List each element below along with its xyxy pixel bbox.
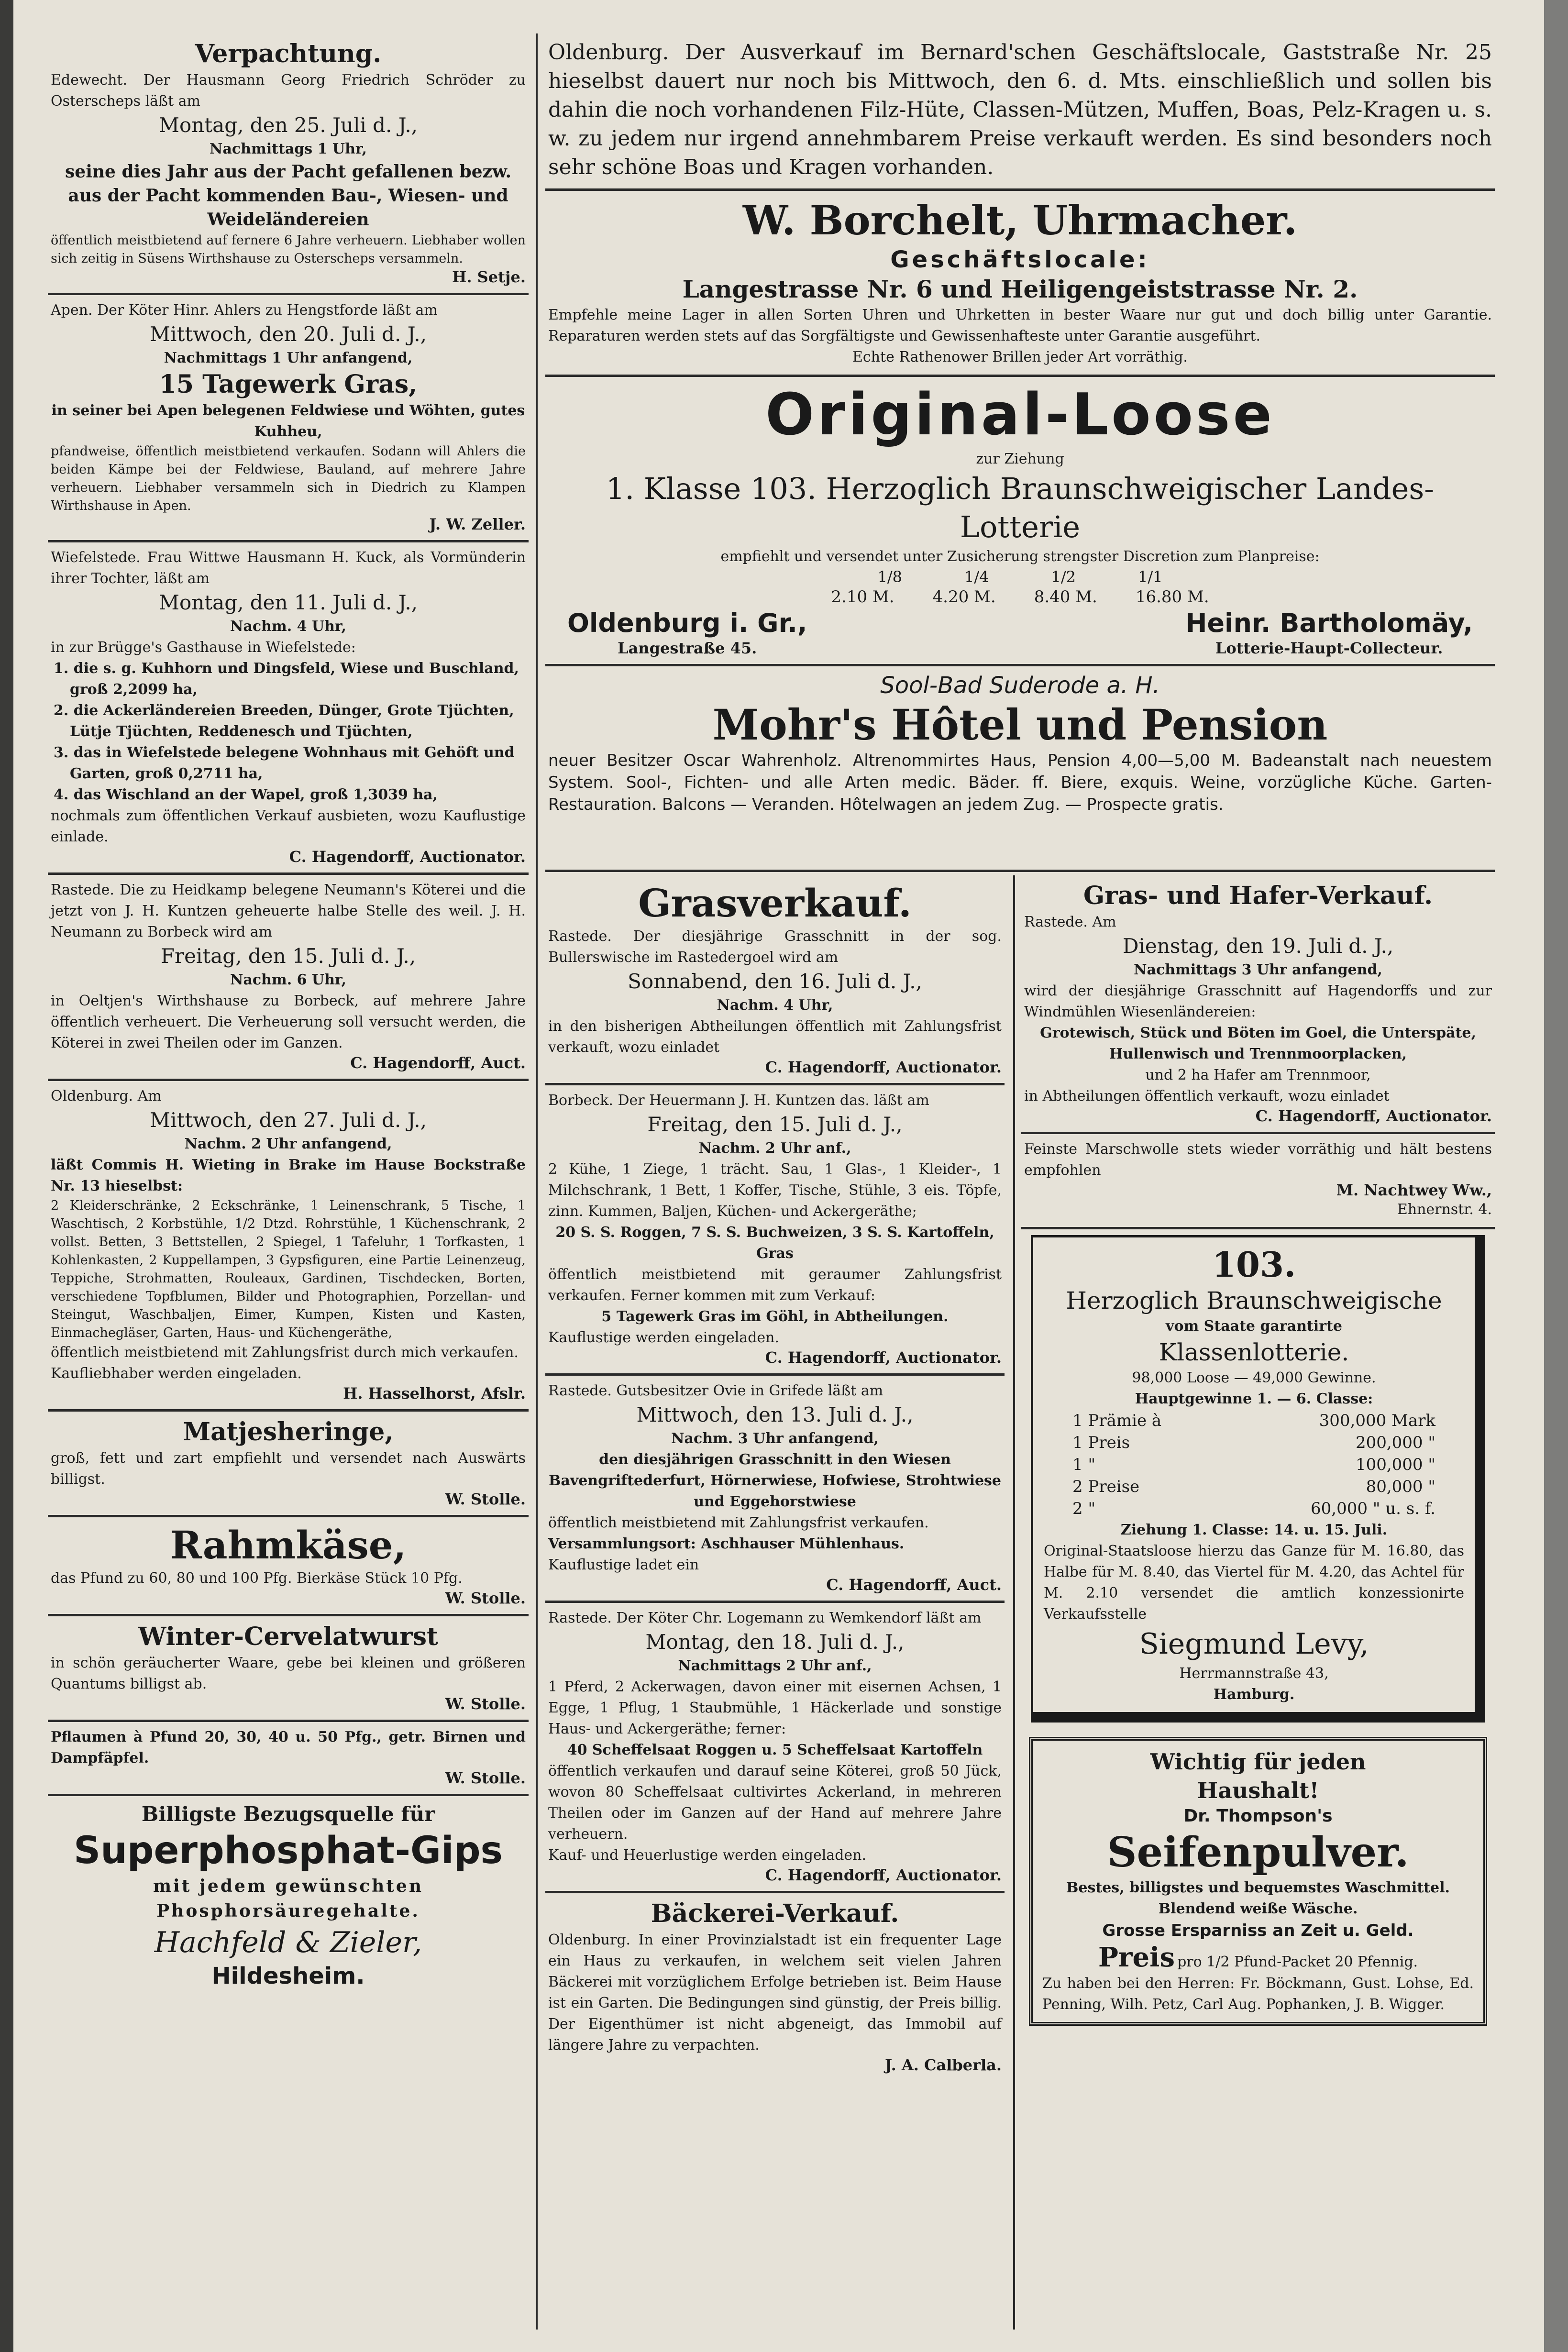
- price: 16.80 M.: [1135, 587, 1209, 607]
- prize-label: 1 Preis: [1072, 1433, 1130, 1452]
- ad-gras-hafer: [1021, 875, 1495, 1134]
- ad-text: Grosse Ersparniss an Zeit u. Geld.: [1102, 1921, 1414, 1940]
- prize-label: 1 ": [1072, 1455, 1096, 1474]
- ad-date: Montag, den 11. Juli d. J.,: [158, 591, 418, 614]
- list-item: 1. die s. g. Kuhhorn und Dingsfeld, Wiese und Buschland, groß 2,2099 ha,: [54, 660, 519, 698]
- ad-headline: 15 Tagewerk Gras,: [159, 370, 418, 399]
- ad-mohr-hotel: [545, 666, 1495, 822]
- ad-title: Seifenpulver.: [1107, 1828, 1409, 1877]
- ad-text: in schön geräucherter Waare, gebe bei kleinen und größeren Quantums billigst ab.: [51, 1655, 526, 1692]
- prize-row: [1044, 1432, 1464, 1454]
- ad-signature: C. Hagendorff, Auct.: [826, 1576, 1002, 1594]
- ad-date: Mittwoch, den 27. Juli d. J.,: [150, 1108, 427, 1132]
- ad-text: Kauflustige ladet ein: [548, 1557, 699, 1573]
- ad-signature: W. Stolle.: [445, 1490, 526, 1508]
- ad-text: 20 S. S. Roggen, 7 S. S. Buchweizen, 3 S. S. Kartoffeln, Gras: [555, 1224, 994, 1262]
- ad-text: öffentlich meistbietend mit geraumer Zahlungsfrist verkaufen. Ferner kommen mit zum Verkauf:: [548, 1266, 1002, 1304]
- ad-date: Mittwoch, den 13. Juli d. J.,: [636, 1403, 914, 1426]
- prize-amount: 200,000 ": [1355, 1433, 1435, 1452]
- ad-title: Original-Loose: [765, 382, 1275, 448]
- ad-oldenburg-wieting: [48, 1081, 529, 1412]
- column-rule: [536, 33, 538, 2330]
- ad-text: Rastede. Am: [1024, 914, 1116, 930]
- ad-title: Gras- und Hafer-Verkauf.: [1083, 881, 1433, 910]
- price-value: pro 1/2 Pfund-Packet 20 Pfennig.: [1177, 1954, 1418, 1970]
- ad-signature: H. Hasselhorst, Afslr.: [343, 1384, 526, 1402]
- ad-headline: 1. Klasse 103. Herzoglich Braunschweigischer Landes-Lotterie: [606, 471, 1435, 544]
- ad-text: Rastede. Der diesjährige Grasschnitt in der sog. Bullerswische im Rastedergoel wird am: [548, 928, 1002, 966]
- ad-text: in seiner bei Apen belegenen Feldwiese und Wöhten, gutes Kuhheu,: [51, 402, 525, 440]
- fraction: 1/2: [1051, 568, 1076, 586]
- ad-city: Hamburg.: [1213, 1686, 1295, 1703]
- ad-text: Ziehung 1. Classe: 14. u. 15. Juli.: [1120, 1522, 1388, 1538]
- ad-text: Rastede. Der Köter Chr. Logemann zu Wemkendorf läßt am: [548, 1610, 982, 1626]
- ad-text: 1 Pferd, 2 Ackerwagen, davon einer mit eisernen Achsen, 1 Egge, 1 Pflug, 1 Staubmühle, 1 Häckerlade und sonstige Haus- und Ackergeräthe; ferner:: [548, 1678, 1002, 1737]
- section-rule: [545, 870, 1495, 872]
- ad-text: Oldenburg. Der Ausverkauf im Bernard'schen Geschäftslocale, Gaststraße Nr. 25 hieselbst dauert nur noch bis Mittwoch, den 6. d. Mts. einschließlich und sollen bis dahin die noch vorhandenen Filz-Hüte, Classen-Mützen, Muffen, Boas, Pelz-Kragen u. s. w. zu jedem nur irgend annehmbarem Preise verkauft werden. Es sind besonders noch sehr schöne Boas und Kragen vorhanden.: [548, 40, 1492, 179]
- ad-ausverkauf: [545, 33, 1495, 191]
- ad-time: Nachmittags 1 Uhr,: [210, 141, 367, 157]
- ad-logemann: [545, 1603, 1005, 1893]
- price: 8.40 M.: [1034, 587, 1097, 607]
- ad-seifenpulver: [1029, 1737, 1487, 2026]
- ad-text: Borbeck. Der Heuermann J. H. Kuntzen das. läßt am: [548, 1092, 929, 1109]
- ad-text: Oldenburg. In einer Provinzialstadt ist ein frequenter Lage ein Haus zu verkaufen, in welchem seit vielen Jahren Bäckerei mit vorzüglichem Erfolge betrieben ist. Beim Hause ist ein Garten. Die Bedingungen sind günstig, der Preis billig. Der Eigenthümer ist nicht abgeneigt, das Immobil auf längere Jahre zu verpachten.: [548, 1932, 1002, 2054]
- ad-title: Bäckerei-Verkauf.: [651, 1899, 899, 1928]
- ad-text: Original-Staatsloose hierzu das Ganze für M. 16.80, das Halbe für M. 8.40, das Viertel für M. 4.20, das Achtel für M. 2.10 versendet die amtlich konzessionirte Verkaufsstelle: [1044, 1543, 1464, 1623]
- ad-address: Ehnernstr. 4.: [1397, 1201, 1492, 1218]
- ad-title: Mohr's Hôtel und Pension: [712, 700, 1328, 750]
- ad-ovie: [545, 1376, 1005, 1603]
- ad-text: Billigste Bezugsquelle für: [141, 1802, 435, 1826]
- collector-name: Heinr. Bartholomäy,: [1185, 608, 1473, 638]
- ad-signature: J. W. Zeller.: [429, 515, 526, 533]
- prize-amount: 100,000 ": [1355, 1455, 1435, 1474]
- ad-subtitle: Geschäftslocale:: [890, 246, 1150, 273]
- fraction: 1/8: [877, 568, 902, 586]
- ad-text: Versammlungsort: Aschhauser Mühlenhaus.: [548, 1535, 905, 1552]
- ad-text: pfandweise, öffentlich meistbietend verkaufen. Sodann will Ahlers die beiden Kämpe bei der Feldwiese, Bauland, auf mehrere Jahre verheuern. Liebhaber versammeln sich in Diedrich zu Klampen Wirthshause in Apen.: [51, 444, 526, 513]
- list-item: 2. die Ackerländereien Breeden, Dünger, Grote Tjüchten, Lütje Tjüchten, Reddenesch und Tjüchten,: [54, 702, 514, 740]
- ad-time: Nachmittags 2 Uhr anf.,: [678, 1657, 872, 1674]
- ad-time: Nachm. 4 Uhr,: [717, 997, 833, 1014]
- ad-text: Oldenburg. Am: [51, 1088, 162, 1104]
- ad-cervelat: [48, 1616, 529, 1722]
- ad-subtitle: zur Ziehung: [976, 451, 1064, 467]
- prize-label: 1 Prämie à: [1072, 1411, 1162, 1430]
- ad-address: Herrmannstraße 43,: [1179, 1665, 1329, 1682]
- ad-borbeck: [545, 1085, 1005, 1376]
- prize-amount: 300,000 Mark: [1319, 1411, 1435, 1430]
- ad-city: Hildesheim.: [211, 1963, 365, 1989]
- prize-amount: 80,000 ": [1366, 1477, 1435, 1496]
- ad-text: den diesjährigen Grasschnitt in den Wiesen Bavengriftederfurt, Hörnerwiese, Hofwiese, Strohtwiese und Eggehorstwiese: [548, 1451, 1002, 1510]
- ad-text: Grotewisch, Stück und Böten im Goel, die Unterspäte, Hullenwisch und Trennmoorplacken,: [1040, 1025, 1476, 1062]
- ad-title: Klassenlotterie.: [1159, 1338, 1349, 1366]
- ad-superphosphat: [48, 1796, 529, 1997]
- ad-text: Wichtig für jeden: [1150, 1749, 1366, 1775]
- list-item: 4. das Wischland an der Wapel, groß 1,3039 ha,: [54, 786, 438, 803]
- ad-klassenlotterie: [1031, 1235, 1485, 1723]
- prize-row: [1044, 1454, 1464, 1476]
- prize-row: [1044, 1410, 1464, 1432]
- ad-signature: C. Hagendorff, Auctionator.: [765, 1058, 1002, 1076]
- ad-text: Dr. Thompson's: [1183, 1806, 1333, 1826]
- ad-matjes: [48, 1412, 529, 1517]
- ad-address: Langestrasse Nr. 6 und Heiligengeiststrasse Nr. 2.: [682, 275, 1358, 303]
- ad-marschwolle: [1021, 1134, 1495, 1229]
- ad-text: Feinste Marschwolle stets wieder vorräthig und hält bestens empfohlen: [1024, 1141, 1492, 1179]
- price-fractions: [548, 567, 1492, 586]
- column-right-top: [545, 33, 1495, 880]
- ad-baeckerei: [545, 1893, 1005, 2081]
- book-spine: [0, 0, 13, 2352]
- ad-wiefelstede: [48, 542, 529, 875]
- ad-text: öffentlich meistbietend mit Zahlungsfrist verkaufen.: [548, 1514, 929, 1531]
- ad-signature: H. Setje.: [452, 268, 526, 286]
- collector-city: Oldenburg i. Gr.,: [567, 608, 807, 638]
- ad-text: seine dies Jahr aus der Pacht gefallenen bezw. aus der Pacht kommenden Bau-, Wiesen- und Weideländereien: [65, 162, 511, 230]
- fraction: 1/1: [1138, 568, 1163, 586]
- ad-date: Montag, den 25. Juli d. J.,: [158, 113, 418, 137]
- ad-text: Wiefelstede. Frau Wittwe Hausmann H. Kuck, als Vormünderin ihrer Tochter, läßt am: [51, 549, 526, 587]
- ad-date: Mittwoch, den 20. Juli d. J.,: [150, 322, 427, 346]
- prize-row: [1044, 1498, 1464, 1520]
- ad-firm: Hachfeld & Zieler,: [154, 1926, 422, 1959]
- ad-text: Zu haben bei den Herren: Fr. Böckmann, Gust. Lohse, Ed. Penning, Wilh. Petz, Carl Aug. Pophanken, J. B. Wigger.: [1042, 1975, 1474, 2013]
- prize-label: 2 ": [1072, 1499, 1096, 1518]
- ad-grasverkauf: [545, 875, 1005, 1085]
- column-rule: [1013, 875, 1015, 2330]
- ad-signature: C. Hagendorff, Auctionator.: [1255, 1107, 1492, 1125]
- ad-text: 5 Tagewerk Gras im Göhl, in Abtheilungen.: [601, 1308, 949, 1325]
- ad-text: in Oeltjen's Wirthshause zu Borbeck, auf mehrere Jahre öffentlich verheuert. Die Verheuerung soll versucht werden, die Köterei in zwei Theilen oder im Ganzen.: [51, 993, 526, 1051]
- ad-text: neuer Besitzer Oscar Wahrenholz. Altrenommirtes Haus, Pension 4,00—5,00 M. Badeanstalt nach neuestem System. Sool-, Fichten- und alle Arten medic. Bäder. ff. Biere, exquis. Weine, vorzügliche Küche. Garten-Restauration. Balcons — Veranden. Hôtelwagen an jedem Zug. — Prospecte gratis.: [548, 751, 1492, 814]
- price: 4.20 M.: [932, 587, 996, 607]
- ad-text: 40 Scheffelsaat Roggen u. 5 Scheffelsaat Kartoffeln: [567, 1742, 983, 1758]
- ad-time: Nachm. 4 Uhr,: [230, 618, 346, 635]
- ad-time: Nachmittags 1 Uhr anfangend,: [164, 350, 413, 366]
- ad-signature: C. Hagendorff, Auct.: [350, 1054, 526, 1072]
- ad-text: empfiehlt und versendet unter Zusicherung strengster Discretion zum Planpreise:: [720, 548, 1320, 565]
- prize-list: [1044, 1410, 1464, 1520]
- ad-date: Freitag, den 15. Juli d. J.,: [160, 944, 416, 968]
- ad-signature: W. Stolle.: [445, 1769, 526, 1787]
- ad-title: Herzoglich Braunschweigische: [1066, 1287, 1442, 1314]
- ad-title: Matjesheringe,: [183, 1417, 394, 1447]
- ad-signature: C. Hagendorff, Auctionator.: [765, 1866, 1002, 1884]
- ad-signature: M. Nachtwey Ww.,: [1336, 1181, 1492, 1199]
- column-right: [1021, 875, 1495, 2330]
- ad-text: nochmals zum öffentlichen Verkauf ausbieten, wozu Kauflustige einlade.: [51, 807, 526, 845]
- ad-text: Echte Rathenower Brillen jeder Art vorräthig.: [852, 349, 1188, 365]
- ad-title: Grasverkauf.: [638, 881, 912, 926]
- ad-text: wird der diesjährige Grasschnitt auf Hagendorffs und zur Windmühlen Wiesenländereien:: [1024, 983, 1492, 1020]
- ad-text: Pflaumen à Pfund 20, 30, 40 u. 50 Pfg., getr. Birnen und Dampfäpfel.: [51, 1729, 526, 1767]
- ad-title: Rahmkäse,: [170, 1523, 407, 1568]
- ad-text: in zur Brügge's Gasthause in Wiefelstede:: [51, 639, 356, 656]
- lottery-number: 103.: [1212, 1244, 1296, 1285]
- ad-text: läßt Commis H. Wieting in Brake im Hause Bockstraße Nr. 13 hieselbst:: [51, 1157, 526, 1194]
- ad-text: Edewecht. Der Hausmann Georg Friedrich Schröder zu Osterscheps läßt am: [51, 72, 526, 110]
- ad-signature: W. Stolle.: [445, 1695, 526, 1713]
- ad-firm: Siegmund Levy,: [1139, 1627, 1369, 1661]
- ad-date: Dienstag, den 19. Juli d. J.,: [1122, 934, 1394, 958]
- ad-time: Nachmittags 3 Uhr anfangend,: [1134, 961, 1382, 978]
- ad-apen: [48, 295, 529, 542]
- ad-time: Nachm. 2 Uhr anf.,: [698, 1140, 851, 1157]
- ad-text: in den bisherigen Abtheilungen öffentlich mit Zahlungsfrist verkauft, wozu einladet: [548, 1018, 1002, 1056]
- ad-text: öffentlich meistbietend mit Zahlungsfrist durch mich verkaufen.: [51, 1344, 519, 1361]
- ad-verpachtung: [48, 33, 529, 295]
- prize-label: 2 Preise: [1072, 1477, 1140, 1496]
- collector-row: [548, 607, 1492, 657]
- ad-text: Kauf- und Heuerlustige werden eingeladen.: [548, 1847, 867, 1864]
- ad-borchelt: [545, 191, 1495, 377]
- ad-text: öffentlich meistbietend auf fernere 6 Jahre verheuern. Liebhaber wollen sich zeitig in Süsens Wirthshause zu Osterscheps versammeln.: [51, 233, 526, 266]
- price-list: [548, 586, 1492, 607]
- ad-text: Empfehle meine Lager in allen Sorten Uhren und Uhrketten in bester Waare nur gut und doch billig unter Garantie. Reparaturen werden stets auf das Sorgfältigste und Gewissenhafteste unter Garantie ausgeführt.: [548, 307, 1492, 344]
- ad-text: Blendend weiße Wäsche.: [1158, 1900, 1358, 1917]
- ad-signature: J. A. Calberla.: [884, 2056, 1002, 2074]
- ad-headline: Superphosphat-Gips: [74, 1829, 503, 1872]
- ad-rahmkaese: [48, 1517, 529, 1616]
- prize-row: [1044, 1476, 1464, 1498]
- ad-title: Verpachtung.: [195, 39, 382, 68]
- ad-text: mit jedem gewünschten Phosphorsäuregehalte.: [153, 1876, 424, 1921]
- ad-signature: W. Stolle.: [445, 1589, 526, 1607]
- ad-date: Freitag, den 15. Juli d. J.,: [647, 1113, 903, 1136]
- ad-text: das Pfund zu 60, 80 und 100 Pfg. Bierkäse Stück 10 Pfg.: [51, 1570, 463, 1587]
- ad-text: öffentlich verkaufen und darauf seine Köterei, groß 50 Jück, wovon 80 Scheffelsaat cultivirtes Ackerland, in mehreren Theilen oder im Ganzen auf der Hand auf mehrere Jahre verheuern.: [548, 1763, 1002, 1843]
- ad-text: 2 Kleiderschränke, 2 Eckschränke, 1 Leinenschrank, 5 Tische, 1 Waschtisch, 2 Korbstühle, 1/2 Dtzd. Rohrstühle, 1 Küchenschrank, 2 vollst. Betten, 3 Bettstellen, 2 Spiegel, 1 Tafeluhr, 1 Torfkasten, 1 Kohlenkasten, 2 Kuppellampen, 3 Gypsfiguren, eine Partie Leinenzeug, Teppiche, Strohmatten, Rouleaux, Gardinen, Tischdecken, Borten, verschiedene Topfblumen, Bilder und Photographien, Porzellan- und Steingut, Waschbaljen, Eimer, Kumpen, Kisten und Kasten, Einmachegläser, Garten, Haus- und Küchengeräthe,: [51, 1198, 526, 1340]
- ad-text: Hauptgewinne 1. — 6. Classe:: [1135, 1391, 1373, 1407]
- ad-text: Apen. Der Köter Hinr. Ahlers zu Hengstforde läßt am: [51, 302, 438, 319]
- ad-text: Haushalt!: [1197, 1778, 1319, 1803]
- price: 2.10 M.: [831, 587, 894, 607]
- ad-time: Nachm. 3 Uhr anfangend,: [671, 1430, 879, 1447]
- ad-rastede-heidkamp: [48, 875, 529, 1081]
- ad-subtitle: Sool-Bad Suderode a. H.: [880, 672, 1160, 699]
- ad-text: und 2 ha Hafer am Trennmoor,: [1145, 1067, 1371, 1083]
- ad-date: Montag, den 18. Juli d. J.,: [645, 1630, 905, 1654]
- column-middle: [545, 875, 1005, 2330]
- ad-text: 98,000 Loose — 49,000 Gewinne.: [1132, 1369, 1376, 1386]
- ad-pflaumen: [48, 1722, 529, 1796]
- ad-text: in Abtheilungen öffentlich verkauft, wozu einladet: [1024, 1088, 1390, 1104]
- ad-original-loose: [545, 377, 1495, 666]
- column-left: [48, 33, 529, 2330]
- prize-amount: 60,000 " u. s. f.: [1311, 1499, 1435, 1518]
- ad-title: W. Borchelt, Uhrmacher.: [742, 197, 1298, 244]
- ad-signature: C. Hagendorff, Auctionator.: [289, 848, 526, 866]
- ad-text: 2 Kühe, 1 Ziege, 1 trächt. Sau, 1 Glas-, 1 Kleider-, 1 Milchschrank, 1 Bett, 1 Koffer, Tische, Stühle, 3 eis. Töpfe, zinn. Kummen, Baljen, Küchen- und Ackergeräthe;: [548, 1161, 1002, 1220]
- fraction: 1/4: [964, 568, 989, 586]
- price-line: [1042, 1942, 1474, 1973]
- ad-text: Bestes, billigstes und bequemstes Waschmittel.: [1066, 1879, 1450, 1896]
- ad-text: Rastede. Gutsbesitzer Ovie in Grifede läßt am: [548, 1382, 883, 1399]
- ad-time: Nachm. 2 Uhr anfangend,: [184, 1136, 392, 1152]
- collector-title: Lotterie-Haupt-Collecteur.: [1215, 639, 1443, 657]
- ad-text: Rastede. Die zu Heidkamp belegene Neumann's Köterei und die jetzt von J. H. Kuntzen geheuerte halbe Stelle des weil. J. H. Neumann zu Borbeck wird am: [51, 882, 526, 940]
- ad-date: Sonnabend, den 16. Juli d. J.,: [628, 970, 922, 993]
- ad-title: Winter-Cervelatwurst: [138, 1622, 439, 1651]
- ad-text: groß, fett und zart empfiehlt und versendet nach Auswärts billigst.: [51, 1450, 526, 1488]
- ad-subtitle: vom Staate garantirte: [1166, 1318, 1342, 1335]
- ad-time: Nachm. 6 Uhr,: [230, 972, 346, 988]
- list-item: 3. das in Wiefelstede belegene Wohnhaus mit Gehöft und Garten, groß 0,2711 ha,: [54, 744, 515, 782]
- ad-text: Kaufliebhaber werden eingeladen.: [51, 1365, 302, 1382]
- ad-signature: C. Hagendorff, Auctionator.: [765, 1348, 1002, 1367]
- ad-text: Kauflustige werden eingeladen.: [548, 1329, 780, 1346]
- price-label: Preis: [1098, 1942, 1175, 1973]
- collector-address: Langestraße 45.: [618, 639, 757, 657]
